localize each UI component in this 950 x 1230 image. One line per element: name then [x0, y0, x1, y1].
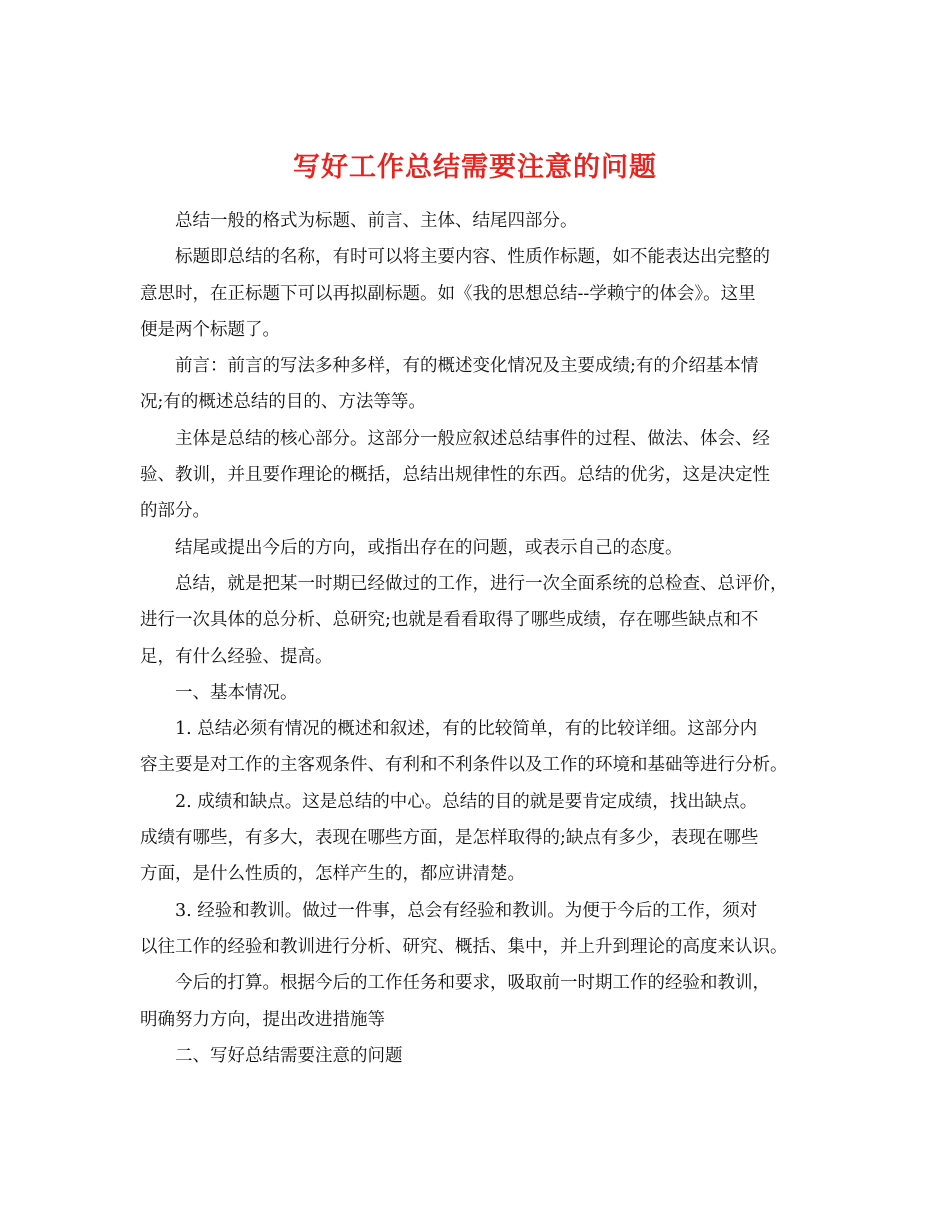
paragraph	[140, 566, 830, 675]
paragraph-line: 结尾或提出今后的方向，或指出存在的问题，或表示自己的态度。	[175, 537, 683, 558]
paragraph	[140, 965, 830, 1038]
paragraph-line: 成绩有哪些，有多大，表现在哪些方面，是怎样取得的;缺点有多少，表现在哪些	[140, 828, 759, 849]
paragraph	[140, 348, 830, 421]
paragraph-line: 标题即总结的名称，有时可以将主要内容、性质作标题，如不能表达出完整的	[175, 247, 770, 268]
paragraph-line: 1. 总结必须有情况的概述和叙述，有的比较简单，有的比较详细。这部分内	[175, 719, 758, 740]
paragraph-line: 一、基本情况。	[175, 682, 298, 703]
document-title: 写好工作总结需要注意的问题	[293, 152, 657, 184]
paragraph-line: 验、教训，并且要作理论的概括，总结出规律性的东西。总结的优劣，这是决定性	[140, 465, 770, 486]
paragraph-line: 3. 经验和教训。做过一件事，总会有经验和教训。为便于今后的工作，须对	[175, 900, 758, 921]
paragraph	[140, 893, 830, 966]
paragraph-line: 意思时，在正标题下可以再拟副标题。如《我的思想总结--学赖宁的体会》。这里	[140, 283, 756, 304]
paragraph-line: 今后的打算。根据今后的工作任务和要求，吸取前一时期工作的经验和教训，	[175, 973, 770, 994]
paragraph-line: 便是两个标题了。	[140, 319, 280, 340]
paragraph	[140, 239, 830, 348]
paragraph-line: 容主要是对工作的主客观条件、有利和不利条件以及工作的环境和基础等进行分析。	[140, 755, 788, 776]
paragraph-line: 明确努力方向，提出改进措施等	[140, 1009, 385, 1030]
paragraph-line: 足，有什么经验、提高。	[140, 646, 333, 667]
paragraph-line: 2. 成绩和缺点。这是总结的中心。总结的目的就是要肯定成绩，找出缺点。	[175, 791, 758, 812]
paragraph-line: 的部分。	[140, 501, 210, 522]
paragraph-line: 以往工作的经验和教训进行分析、研究、概括、集中，并上升到理论的高度来认识。	[140, 936, 788, 957]
section-heading	[140, 1038, 830, 1074]
paragraph-line: 总结一般的格式为标题、前言、主体、结尾四部分。	[175, 211, 578, 231]
paragraph	[140, 530, 830, 566]
paragraph-line: 方面，是什么性质的，怎样产生的，都应讲清楚。	[140, 864, 525, 885]
section-heading	[140, 675, 830, 711]
paragraph-line: 二、写好总结需要注意的问题	[175, 1045, 403, 1066]
paragraph-line: 总结，就是把某一时期已经做过的工作，进行一次全面系统的总检查、总评价，	[175, 573, 788, 594]
document-body	[140, 203, 830, 1074]
paragraph-line: 主体是总结的核心部分。这部分一般应叙述总结事件的过程、做法、体会、经	[175, 428, 770, 449]
paragraph-line: 况;有的概述总结的目的、方法等等。	[140, 392, 426, 413]
paragraph-line: 前言：前言的写法多种多样，有的概述变化情况及主要成绩;有的介绍基本情	[175, 356, 759, 377]
paragraph	[140, 203, 830, 239]
paragraph	[140, 421, 830, 530]
paragraph	[140, 711, 830, 784]
paragraph	[140, 784, 830, 893]
paragraph-line: 进行一次具体的总分析、总研究;也就是看看取得了哪些成绩，存在哪些缺点和不	[140, 610, 759, 631]
